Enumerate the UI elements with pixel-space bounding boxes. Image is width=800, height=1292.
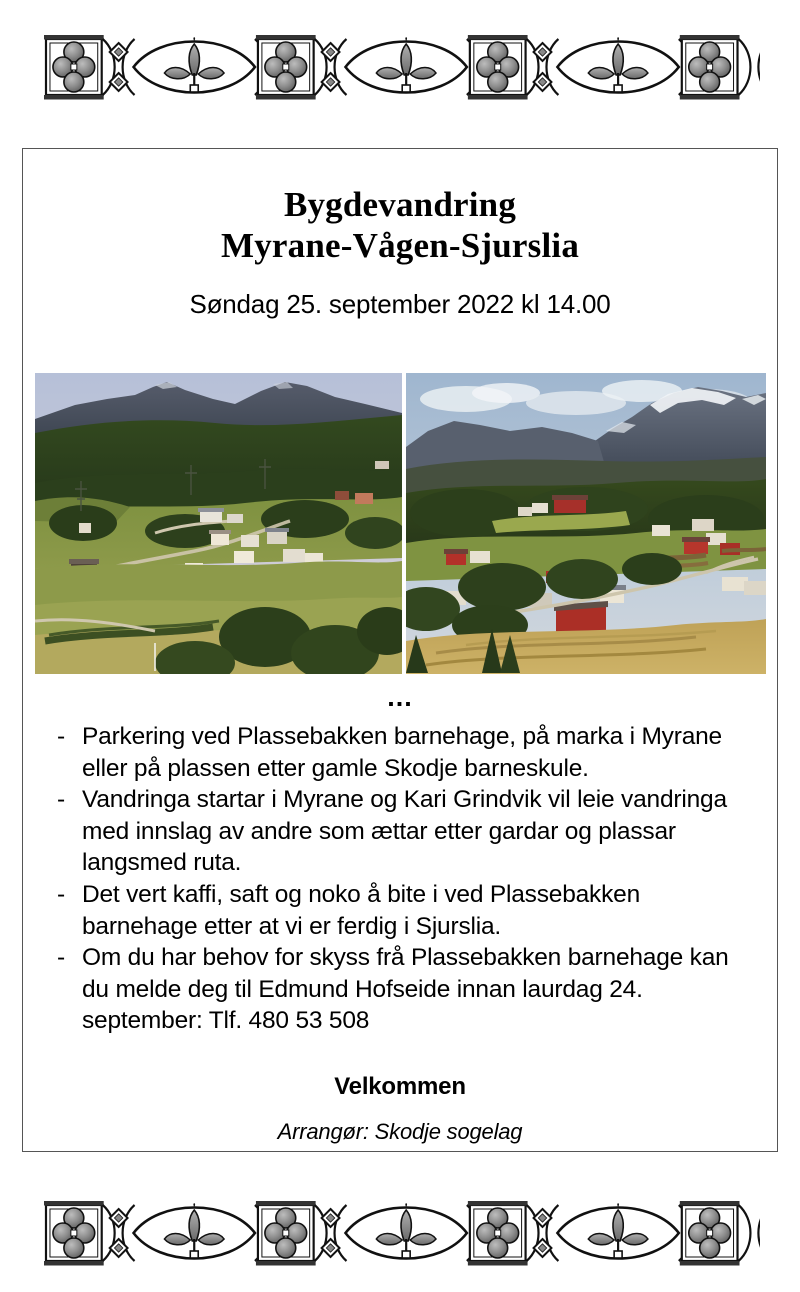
ornament-svg-bottom [40, 1190, 760, 1272]
list-item-text: Det vert kaffi, saft og noko å bite i ved Plassebakken barnehage etter at vi er ferdig i Sjurslia. [82, 880, 641, 940]
photo-left-graphic [35, 373, 402, 674]
list-item [57, 879, 761, 942]
list-item-text: Vandringa startar i Myrane og Kari Grindvik vil leie vandringa med innslag av andre som ættar etter gardar og plassar langsmed ruta. [82, 786, 727, 877]
ornament-svg-top [40, 24, 760, 106]
list-item-text: Om du har behov for skyss frå Plassebakken barnehage kan du melde deg til Edmund Hofseide innan laurdag 24. september: Tlf. 480 53 508 [82, 944, 729, 1035]
list-item [57, 784, 761, 879]
list-item [57, 721, 761, 784]
list-marker: - [57, 944, 65, 972]
photo-right-graphic [406, 373, 766, 674]
list-marker: - [57, 880, 65, 908]
list-item-text: Parkering ved Plassebakken barnehage, på marka i Myrane eller på plassen etter gamle Skodje barneskule. [82, 723, 722, 782]
photo-row [35, 373, 766, 674]
info-list [57, 721, 761, 1037]
poster-frame [22, 148, 778, 1152]
ornament-band-top [40, 24, 760, 106]
organizer-text: Arrangør: Skodje sogelag [277, 1119, 523, 1144]
ellipsis-separator: ... [387, 682, 413, 712]
village-aerial-photo-right [406, 373, 766, 674]
page-title-line-2: Myrane-Vågen-Sjurslia [220, 225, 580, 265]
ornament-band-bottom [40, 1190, 760, 1272]
list-item [57, 942, 761, 1037]
title-block [23, 149, 777, 320]
list-marker: - [57, 786, 65, 814]
list-marker: - [57, 723, 65, 750]
welcome-text: Velkommen [334, 1073, 466, 1100]
page-title-line-1: Bygdevandring [283, 185, 517, 224]
village-aerial-photo-left [35, 373, 402, 674]
event-date-time: Søndag 25. september 2022 kl 14.00 [189, 288, 611, 319]
